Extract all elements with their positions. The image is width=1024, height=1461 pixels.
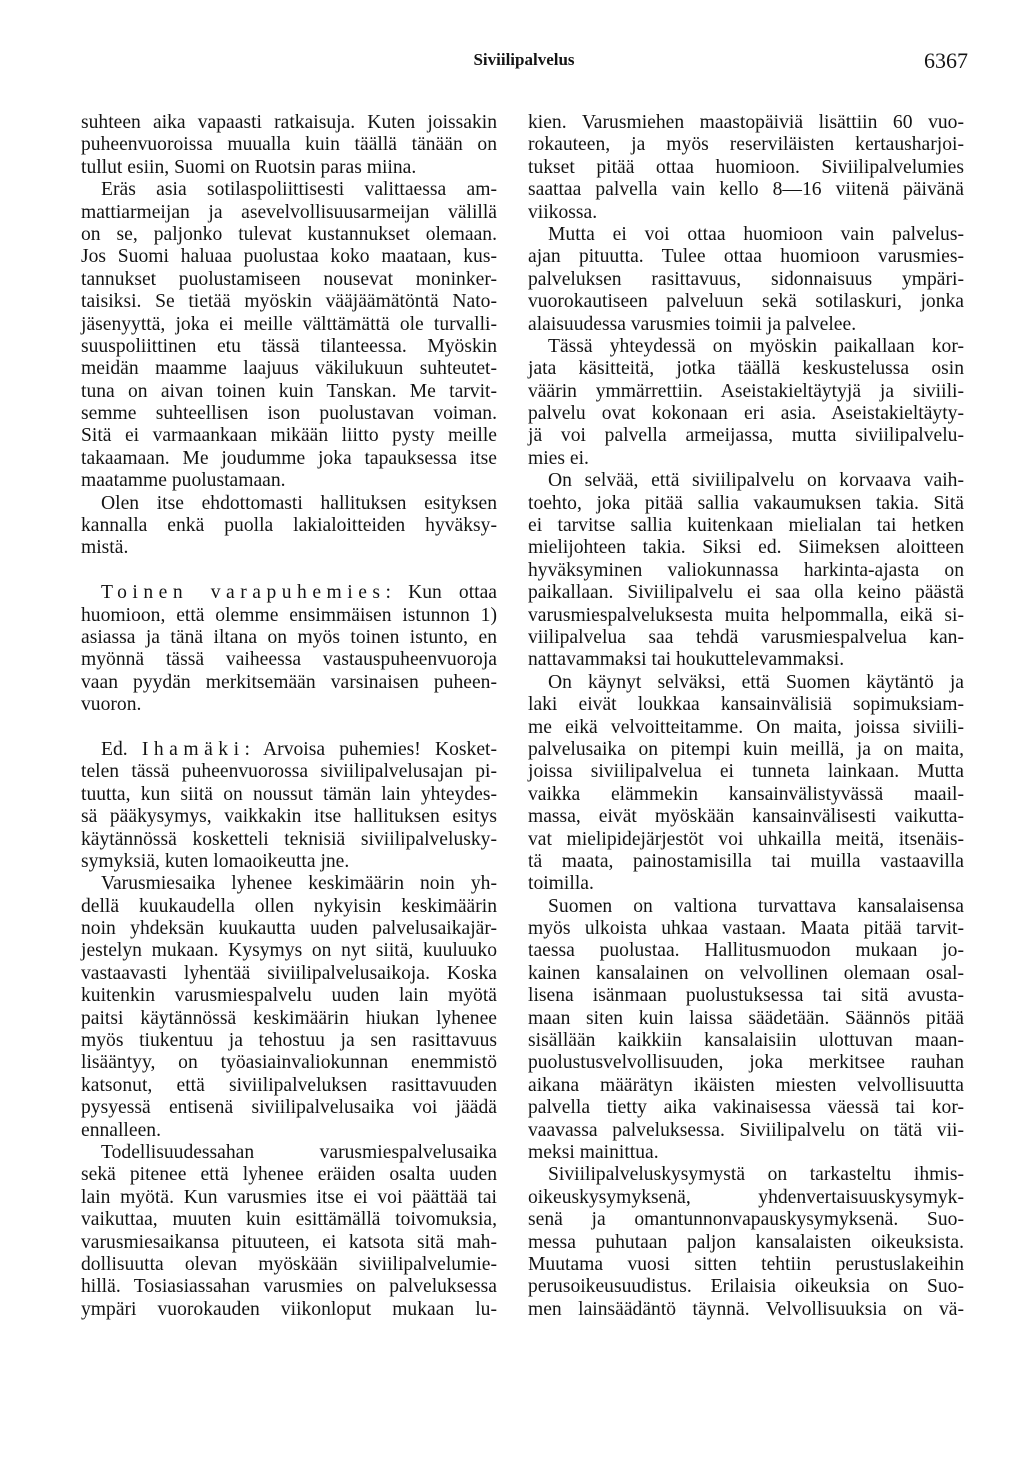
text-line: jestelyn mukaan. Kysymys on nyt siitä, kuuluuko	[81, 940, 497, 962]
text-line: lain myötä. Kun varusmies itse ei voi päättää tai	[81, 1186, 497, 1208]
text-line: vuorokautiseen palveluun sekä sotilaskuri, jonka	[528, 291, 964, 313]
speaker-text: : Kun ottaa	[385, 582, 498, 604]
text-line: paitsi käytännössä keskimäärin hiukan lyhenee	[81, 1007, 497, 1029]
text-line: Muutama vuosi sitten tehtiin perustuslakeihin	[528, 1253, 964, 1275]
text-line: suhteen aika vapaasti ratkaisuja. Kuten joissakin	[81, 112, 497, 133]
left-text-column	[81, 112, 497, 1321]
text-line: dellä kuukaudella ollen nykyisin keskimäärin	[81, 895, 497, 917]
text-line: puheenvuoroissa muualla kuin täällä tänään on	[81, 134, 497, 156]
speaker-name: Toinen varapuhemies	[101, 582, 386, 604]
text-line: Suomen on valtiona turvattava kansalaisensa	[548, 895, 964, 917]
text-line: mistä.	[81, 537, 129, 559]
text-line: On selvää, että siviilipalvelu on korvaava vaih-	[548, 470, 964, 492]
text-line: vastaavasti lyhentää siviilipalvelusaikoja. Koska	[81, 962, 497, 984]
text-line: sekä pitenee että lyhenee eräiden osalta uuden	[81, 1164, 497, 1186]
paragraph-spacer	[81, 560, 497, 582]
text-line: perusoikeusuudistus. Erilaisia oikeuksia on Suo-	[528, 1276, 964, 1298]
text-line: sisällään kaikkiin kansalaisiin ulottuvan maan-	[528, 1030, 964, 1052]
text-line: maan siten kuin laissa säädetään. Säännös pitää	[528, 1007, 964, 1029]
text-line: vaikuttaa, muuten kuin esittämällä toivomuksia,	[81, 1209, 497, 1231]
text-line: myönnä tässä vaiheessa vastauspuheenvuoroja	[81, 649, 497, 671]
text-line: Eräs asia sotilaspoliittisesti valittaessa am-	[101, 179, 497, 201]
text-line: palvella tietty aika vakinaisessa väessä tai kor-	[528, 1097, 964, 1119]
text-line: toehto, joka pitää sallia vakaumuksen takia. Sitä	[528, 492, 964, 514]
text-line: messa puhutaan paljon kansalaisten oikeuksista.	[528, 1231, 964, 1253]
running-title: Siviilipalvelus	[473, 50, 575, 69]
text-line: väärin ymmärrettiin. Aseistakieltäytyjä ja siviili-	[528, 380, 964, 402]
text-line: Sitä ei varmaankaan mikään liitto pysty meille	[81, 425, 497, 447]
text-line: kannalla enkä puolla lakialoitteiden hyväksy-	[81, 515, 497, 537]
text-line: taessa puolustaa. Hallitusmuodon mukaan jo-	[528, 940, 964, 962]
text-line: Varusmiesaika lyhenee keskimäärin noin yh-	[101, 873, 497, 895]
text-line: kuitenkin varusmiespalvelu uuden lain myötä	[81, 985, 497, 1007]
speaker-line	[81, 582, 497, 604]
text-line: katsonut, että siviilipalveluksen rasittavuuden	[81, 1074, 497, 1096]
text-line: käytännössä kosketteli teknisiä siviilipalvelusky-	[81, 828, 497, 850]
text-line: palveluksen rasittavuus, sidonnaisuus ympäri-	[528, 268, 964, 290]
text-line: myös ulkoista uhkaa vastaan. Maata pitää tarvit-	[528, 918, 964, 940]
text-line: Olen itse ehdottomasti hallituksen esityksen	[101, 492, 497, 514]
text-line: tuna on aivan toinen kuin Tanskan. Me tarvit-	[81, 380, 497, 402]
text-line: tukset pitää ottaa huomioon. Siviilipalvelumies	[528, 156, 964, 178]
text-line: nattavammaksi tai houkuttelevammaksi.	[528, 649, 845, 671]
text-line: aikana määrätyn ikäisten miesten velvollisuutta	[528, 1074, 964, 1096]
text-line: jäsenyyttä, joka ei meille välttämättä ole turvalli-	[81, 313, 497, 335]
text-line: ajan pituutta. Tulee ottaa huomioon varusmies-	[528, 246, 964, 268]
text-line: noin yhdeksän kuukautta uuden palvelusaikajär-	[81, 918, 497, 940]
text-line: takaamaan. Me joudumme joka tapauksessa itse	[81, 447, 497, 469]
text-line: Tässä yhteydessä on myöskin paikallaan kor-	[548, 335, 964, 357]
text-line: Jos Suomi haluaa puolustaa koko maataan, kus-	[81, 246, 497, 268]
text-line: meksi mainittua.	[528, 1141, 659, 1163]
text-line: hyväksyminen valiokunnassa harkinta-ajasta on	[528, 559, 964, 581]
text-line: jata käsitteitä, jotka täällä keskustelussa osin	[528, 358, 964, 380]
text-line: laki eivät loukkaa kansainvälisiä sopimuksiam-	[528, 694, 964, 716]
text-line: Mutta ei voi ottaa huomioon vain palvelus-	[548, 223, 964, 245]
text-line: lisena isänmaan puolustuksessa tai sitä avusta-	[528, 985, 964, 1007]
text-line: suuspoliittinen etu tässä tilanteessa. Myöskin	[81, 335, 497, 357]
text-line: telen tässä puheenvuorossa siviilipalvelusajan pi-	[81, 761, 497, 783]
text-line: vat mielipidejärjestöt voi uhkailla meitä, itsenäis-	[528, 828, 964, 850]
text-line: semme suhteellisen ison puolustavan voiman.	[81, 403, 497, 425]
text-line: rokauteen, ja myös reserviläisten kertausharjoi-	[528, 134, 964, 156]
text-line: ympäri vuorokauden viikonloput mukaan lu-	[81, 1298, 497, 1320]
speaker-name: Ihamäki	[141, 738, 245, 760]
text-line: varusmiesaikansa pituuteen, ei katsota sitä mah-	[81, 1231, 497, 1253]
text-line: hillä. Tosiasiassahan varusmies on palveluksessa	[81, 1276, 497, 1298]
text-line: massa, eivät myöskään kansainvälisesti vaikutta-	[528, 806, 964, 828]
text-line: on se, paljonko tulevat kustannukset olemaan.	[81, 223, 497, 245]
speaker-line	[81, 739, 497, 761]
text-line: taisiksi. Se tietää myöskin vääjäämätöntä Nato-	[81, 291, 497, 313]
text-line: pysyessä entisenä siviilipalvelusaika voi jäädä	[81, 1097, 497, 1119]
text-line: ennalleen.	[81, 1119, 161, 1141]
text-line: huomioon, että olemme ensimmäisen istunnon 1)	[81, 604, 497, 626]
text-line: varusmiespalveluksesta muita helpommalla, eikä si-	[528, 604, 964, 626]
text-line: men lainsäädäntö täynnä. Velvollisuuksia on vä-	[528, 1298, 964, 1320]
text-line: kainen kansalainen on velvollinen olemaan osal-	[528, 962, 964, 984]
text-line: tuutta, kun siitä on noussut tämän lain yhteydes-	[81, 783, 497, 805]
text-line: mattiarmeijan ja asevelvollisuusarmeijan välillä	[81, 201, 497, 223]
text-line: Siviilipalveluskysymystä on tarkasteltu ihmis-	[548, 1164, 964, 1186]
text-line: puolustusvelvollisuuden, joka merkitsee rauhan	[528, 1052, 964, 1074]
text-line: sä pääkysymys, vaikkakin itse hallituksen esitys	[81, 806, 497, 828]
text-line: paikallaan. Siviilipalvelu ei saa olla keino päästä	[528, 582, 964, 604]
text-line: oikeuskysymyksenä, yhdenvertaisuuskysymyk-	[528, 1186, 964, 1208]
text-line: mielijohteen takia. Siksi ed. Siimeksen aloitteen	[528, 537, 964, 559]
text-line: dollisuutta olevan myöskään siviilipalvelumie-	[81, 1253, 497, 1275]
text-line: maatamme puolustamaan.	[81, 470, 286, 492]
text-line: toimilla.	[528, 873, 594, 895]
text-line: symyksiä, kuten lomaoikeutta jne.	[81, 850, 350, 872]
text-line: vaan pyydän merkitsemään varsinaisen puheen-	[81, 671, 497, 693]
text-line: me eikä velvoitteitamme. On maita, joissa siviili-	[528, 716, 964, 738]
text-line: myös tiukentuu ja tehostuu ja sen rasittavuus	[81, 1030, 497, 1052]
text-line: viilipalvelua saa tehdä varusmiespalvelua kan-	[528, 626, 964, 648]
text-line: viikossa.	[528, 201, 598, 223]
text-line: asiassa ja tänä iltana on myös toinen istunto, en	[81, 626, 497, 648]
text-line: On käynyt selväksi, että Suomen käytäntö ja	[548, 671, 964, 693]
text-line: alaisuudessa varusmies toimii ja palvelee.	[528, 313, 857, 335]
text-line: mies ei.	[528, 447, 589, 469]
text-line: tannukset puolustamiseen nousevat moninker-	[81, 268, 497, 290]
paragraph-spacer	[81, 717, 497, 739]
page-number: 6367	[924, 48, 968, 73]
text-line: vaikka elämmekin kansainvälistyvässä maail-	[528, 783, 964, 805]
text-line: saattaa palvella vain kello 8—16 viitenä päivänä	[528, 179, 964, 201]
text-line: vaavassa palveluksessa. Siviilipalvelu on tätä vii-	[528, 1119, 964, 1141]
text-line: lisääntyy, on työasiainvaliokunnan enemmistö	[81, 1052, 497, 1074]
text-line: palvelusaika on pitempi kuin meillä, ja on maita,	[528, 738, 964, 760]
text-line: jä voi palvella armeijassa, mutta siviilipalvelu-	[528, 425, 964, 447]
text-line: tä maata, painostamisilla tai muilla vastaavilla	[528, 850, 964, 872]
speaker-prefix: Ed.	[101, 738, 142, 760]
text-line: vuoron.	[81, 694, 142, 716]
text-line: ei tarvitse sallia kuitenkaan mielialan tai hetken	[528, 515, 964, 537]
text-line: kien. Varusmiehen maastopäiviä lisättiin 60 vuo-	[528, 112, 964, 133]
right-text-column	[528, 112, 964, 1321]
page-header	[80, 48, 968, 78]
text-line: joissa siviilipalvelua ei tunneta lainkaan. Mutta	[528, 761, 964, 783]
text-line: palvelu ovat kokonaan eri asia. Aseistakieltäyty-	[528, 403, 964, 425]
speaker-text: : Arvoisa puhemies! Kosket-	[244, 738, 497, 760]
text-line: senä ja omantunnonvapauskysymyksenä. Suo-	[528, 1209, 964, 1231]
text-line: Todellisuudessahan varusmiespalvelusaika	[101, 1141, 497, 1163]
text-line: tullut esiin, Suomi on Ruotsin paras miina.	[81, 156, 417, 178]
text-line: meidän maamme laajuus väkilukuun suhteutet-	[81, 358, 497, 380]
